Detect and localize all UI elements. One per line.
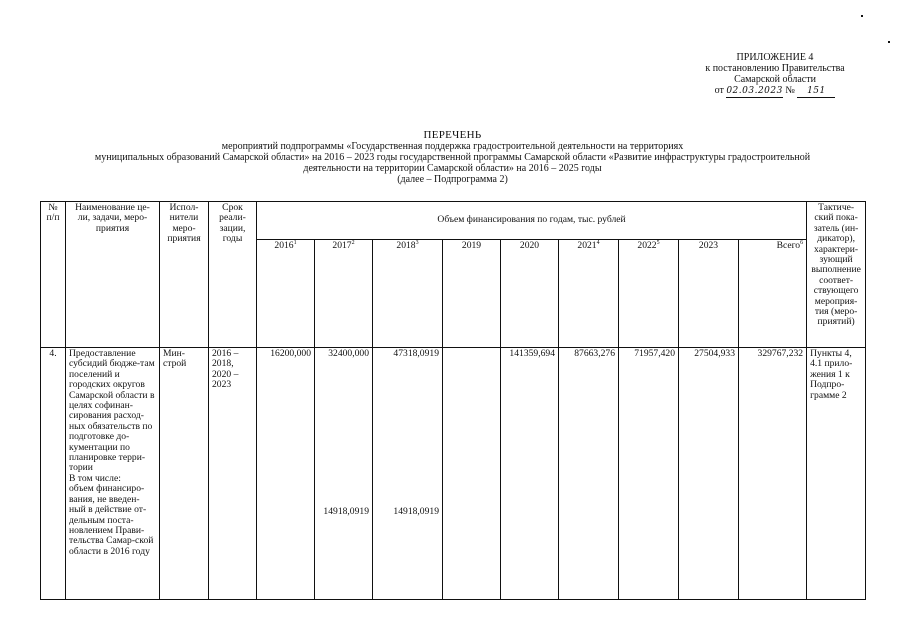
value-cell: 71957,420 — [619, 348, 679, 600]
measures-table — [40, 201, 866, 600]
scan-speck — [861, 15, 863, 17]
header-indicator: Тактиче-ский пока-затель (ин-дикатор), характери-зующий выполнение соответ-ствующего мероприя-тия (меро-приятий) — [807, 202, 866, 348]
value-cell-total: 329767,232 — [739, 348, 807, 600]
year-header: 2022$^5$ — [619, 240, 679, 348]
appendix-line: к постановлению Правительства — [705, 63, 845, 74]
appendix-block — [690, 52, 860, 98]
year-header: 2018$^3$ — [373, 240, 443, 348]
scan-speck — [888, 41, 890, 43]
document-title: ПЕРЕЧЕНЬ — [423, 129, 482, 141]
document-heading — [40, 130, 865, 185]
sub-label: В том числе: — [69, 472, 121, 484]
measure-name: Предоставление субсидий бюдже-там поселений и городских округов Самарской области в целях софинан-сирования расход-ных обязательств по подготовке до-кументации по планировке терри-тории — [69, 348, 155, 474]
header-name: Наименование це-ли, задачи, меро-приятия — [66, 202, 160, 348]
appendix-date-line — [690, 85, 860, 98]
row-indicator: Пункты 4, 4.1 прило-жения 1 к Подпро-грамме 2 — [807, 348, 866, 600]
heading-line: (далее – Подпрограмма 2) — [397, 174, 508, 185]
value-cell: 47318,0919 14918,0919 — [373, 348, 443, 600]
header-term: Срок реали-зации, годы — [209, 202, 257, 348]
heading-line: деятельности на территории Самарской области» на 2016 – 2025 годы — [303, 163, 602, 174]
header-num: № п/п — [41, 202, 66, 348]
value-cell: 27504,933 — [679, 348, 739, 600]
date-prefix: от — [714, 85, 724, 96]
value-cell: 16200,000 — [257, 348, 315, 600]
year-header: 2023 — [679, 240, 739, 348]
header-row — [41, 202, 866, 240]
sub-value: 14918,0919 — [323, 506, 369, 518]
row-name — [66, 348, 160, 600]
heading-line: мероприятий подпрограммы «Государственная поддержка градостроительной деятельности на территориях — [221, 141, 684, 152]
value-cell: 141359,694 — [501, 348, 559, 600]
value-cell: 32400,000 14918,0919 — [315, 348, 373, 600]
table-row — [41, 348, 866, 600]
year-header: 2017$^2$ — [315, 240, 373, 348]
year-header: 2020 — [501, 240, 559, 348]
appendix-line: Самарской области — [734, 74, 816, 85]
appendix-title: ПРИЛОЖЕНИЕ 4 — [736, 52, 814, 63]
handwritten-date: 02.03.2023 — [726, 86, 783, 96]
row-executor: Мин-строй — [160, 348, 209, 600]
sub-value: 14918,0919 — [393, 506, 439, 518]
year-header: 2021$^4$ — [559, 240, 619, 348]
value-cell: 87663,276 — [559, 348, 619, 600]
header-funding: Объем финансирования по годам, тыс. рублей — [257, 202, 807, 240]
year-header-total: Всего$^6$ — [739, 240, 807, 348]
year-header: 2019 — [443, 240, 501, 348]
value-cell — [443, 348, 501, 600]
number-prefix: № — [785, 85, 795, 96]
row-num: 4. — [41, 348, 66, 600]
sub-name: объем финансиро-вания, не введен-ный в действие от-дельным поста-новлением Прави-тельства Самар-ской области в 2016 году — [69, 483, 154, 557]
handwritten-number: 151 — [797, 86, 835, 98]
heading-line: муниципальных образований Самарской области» на 2016 – 2023 годы государственной программы Самарской области «Развитие инфраструктуры градостроительной — [94, 152, 811, 163]
header-executor: Испол-нители меро-приятия — [160, 202, 209, 348]
row-term: 2016 – 2018, 2020 – 2023 — [209, 348, 257, 600]
year-header: 2016$^1$ — [257, 240, 315, 348]
